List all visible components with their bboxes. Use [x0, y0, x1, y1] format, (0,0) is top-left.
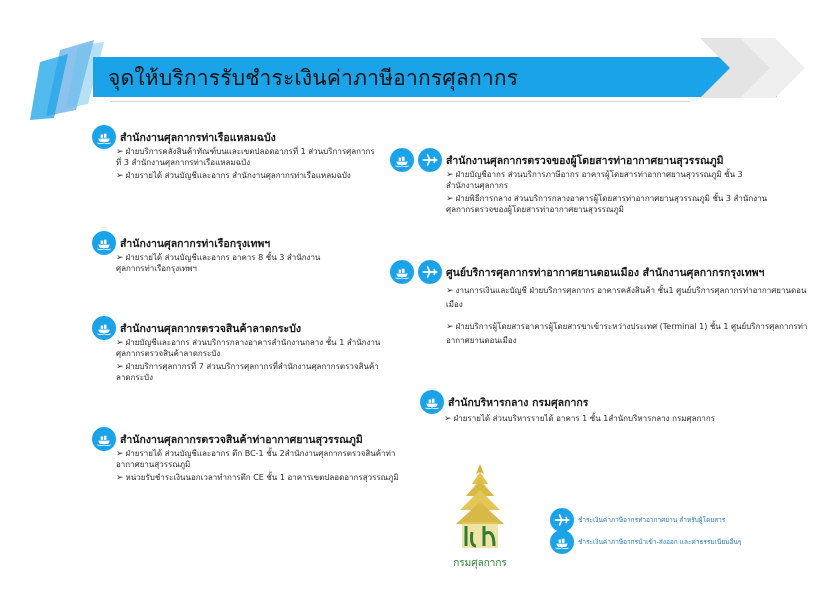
location-detail: ➢ ฝ่ายพิธีการกลาง ส่วนบริการกลางอาคารผู้โดยสารท่าอากาศยานสุวรรณภูมิ ชั้น 3 สำนักงาน	[446, 194, 768, 204]
location-detail: ➢ ฝ่ายบัญชีและอากร ส่วนบริการกลางอาคารสำนักงานกลาง ชั้น 1 สำนักงาน	[116, 338, 381, 348]
location-title: ศูนย์บริการศุลกากรท่าอากาศยานดอนเมือง สำนักงานศุลกากรกรุงเทพฯ	[446, 266, 765, 279]
location-lat-krabang	[92, 316, 392, 383]
ship-icon	[420, 390, 444, 414]
ship-icon	[550, 530, 574, 554]
location-detail: ➢ ฝ่ายบริการศุลกากรที่ 7 ส่วนบริการศุลกากรที่สำนักงานศุลกากรตรวจสินค้า	[116, 362, 379, 372]
header-decoration-right	[700, 38, 810, 98]
airplane-icon	[418, 260, 442, 284]
location-title: สำนักงานศุลกากรท่าเรือแหลมฉบัง	[120, 131, 276, 144]
location-detail: ศุลกากรท่าเรือกรุงเทพฯ	[116, 263, 197, 273]
customs-department-logo	[440, 462, 520, 572]
location-detail: ➢ งานการเงินและบัญชี ฝ่ายบริการศุลกากร อาคารคลังสินค้า ชั้น1 ศูนย์บริการศุลกากรท่าอากาศยานดอน	[446, 286, 807, 296]
location-don-mueang	[390, 260, 810, 348]
location-bangkok-port	[92, 231, 392, 274]
page-title: จุดให้บริการรับชำระเงินค่าภาษีอากรศุลกากร	[108, 66, 519, 90]
airplane-icon	[550, 508, 574, 532]
location-detail: ➢ ฝ่ายรายได้ ส่วนบัญชีและอากร อาคาร 8 ชั้น 3 สำนักงาน	[116, 253, 321, 263]
location-title: สำนักงานศุลกากรท่าเรือกรุงเทพฯ	[120, 237, 271, 250]
ship-icon	[92, 231, 116, 255]
location-detail: ➢ ฝ่ายบัญชีอากร ส่วนบริการภาษีอากร อาคารผู้โดยสารท่าอากาศยานสุวรรณภูมิ ชั้น 3	[446, 170, 743, 180]
logo-text: กรมศุลกากร	[453, 558, 507, 569]
location-detail: ลาดกระบัง	[116, 372, 154, 382]
location-detail: สำนักงานศุลกากร	[446, 180, 509, 190]
location-detail: อากาศยานดอนเมือง	[446, 336, 517, 345]
ship-icon	[92, 316, 116, 340]
location-detail: อากาศยานสุวรรณภูมิ	[116, 459, 191, 469]
location-detail: ➢ ฝ่ายรายได้ ส่วนบริหารรายได้ อาคาร 1 ชั้น 1สำนักบริหารกลาง กรมศุลกากร	[444, 414, 715, 424]
location-title: สำนักงานศุลกากรตรวจสินค้าลาดกระบัง	[120, 322, 301, 335]
location-suvarnabhumi-cargo	[92, 427, 402, 484]
legend-text: ชำระเงินค่าภาษีอากรท่าอากาศยาน สำหรับผู้โดยสาร	[578, 516, 726, 524]
legend-text: ชำระเงินค่าภาษีอากรนำเข้า-ส่งออก และค่าธรรมเนียมอื่นๆ	[578, 538, 742, 546]
location-detail: เมือง	[446, 300, 463, 309]
ship-icon	[92, 125, 116, 149]
location-title: สำนักบริหารกลาง กรมศุลกากร	[448, 396, 589, 409]
location-detail: ➢ ฝ่ายรายได้ ส่วนบัญชีและอากร ตึก BC-1 ชั้น 2สำนักงานศุลกากรตรวจสินค้าท่า	[116, 449, 396, 459]
location-title: สำนักงานศุลกากรตรวจสินค้าท่าอากาศยานสุวรรณภูมิ	[120, 433, 363, 446]
location-detail: ศุลกากรตรวจสินค้าลาดกระบัง	[116, 348, 221, 358]
location-detail: ที่ 3 สำนักงานศุลกากรท่าเรือแหลมฉบัง	[116, 157, 251, 167]
legend-item-ship	[550, 530, 741, 554]
header-divider	[110, 101, 690, 102]
ship-icon	[390, 148, 414, 172]
location-title: สำนักงานศุลกากรตรวจของผู้โดยสารท่าอากาศยานสุวรรณภูมิ	[446, 154, 724, 167]
ship-icon	[390, 260, 414, 284]
location-detail: ศุลกากรตรวจของผู้โดยสารท่าอากาศยานสุวรรณภูมิ	[446, 204, 624, 214]
location-central-admin	[420, 390, 800, 425]
location-detail: ➢ ฝ่ายบริการคลังสินค้าทัณฑ์บนและเขตปลอดอากรที่ 1 ส่วนบริการศุลกากร	[116, 147, 375, 157]
ship-icon	[92, 427, 116, 451]
location-detail: ➢ ฝ่ายรายได้ ส่วนบัญชีและอากร สำนักงานศุลกากรท่าเรือแหลมฉบัง	[116, 171, 351, 181]
location-detail: ➢ ฝ่ายบริการผู้โดยสารอาคารผู้โดยสารขาเข้าระหว่างประเทศ (Terminal 1) ชั้น 1 ศูนย์บริการศุลกากรท่า	[446, 322, 808, 332]
location-laem-chabang	[92, 125, 392, 182]
location-detail: ➢ หน่วยรับชำระเงินนอกเวลาทำการตึก CE ชั้น 1 อาคารเขตปลอดอากรสุวรรณภูมิ	[116, 473, 399, 483]
airplane-icon	[418, 148, 442, 172]
location-suvarnabhumi-passenger	[390, 148, 790, 215]
legend-item-airplane	[550, 508, 725, 532]
